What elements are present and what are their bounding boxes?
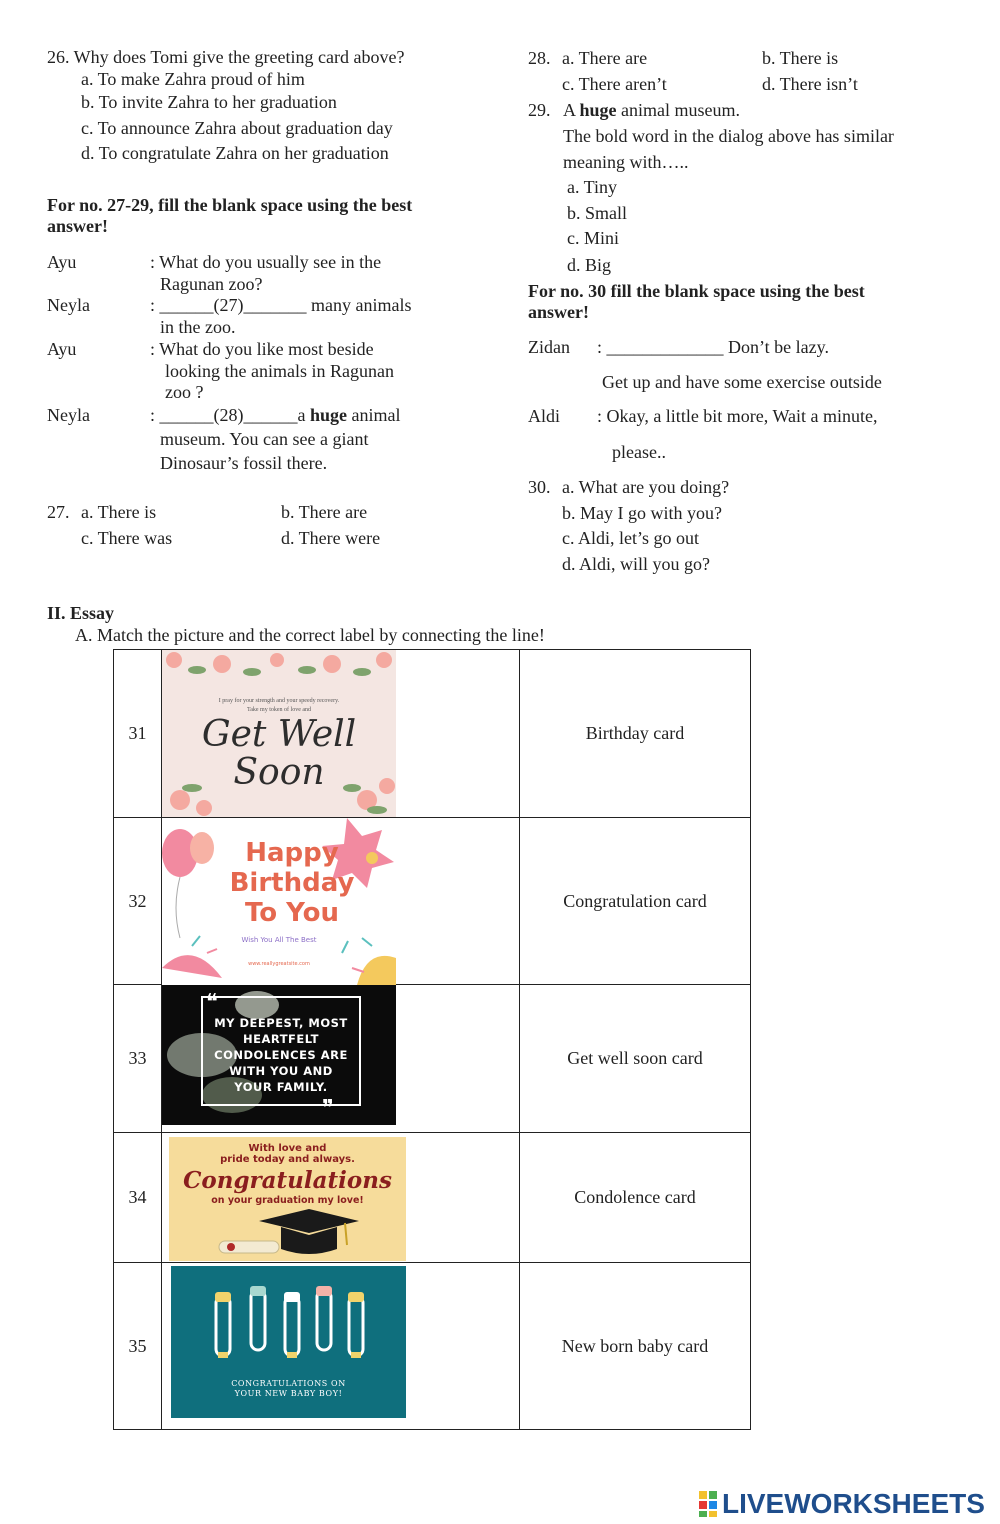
table-row	[114, 1263, 751, 1430]
q29-line: The bold word in the dialog above has similar	[563, 126, 894, 146]
picture-cell[interactable]	[162, 1133, 520, 1263]
get-well-soon-card-image	[162, 650, 396, 817]
dialog-line: Dinosaur’s fossil there.	[160, 453, 328, 473]
picture-cell[interactable]	[162, 985, 520, 1133]
card-message	[171, 1379, 406, 1399]
blank-27[interactable]: ______(27)_______	[159, 295, 307, 315]
dialog-line-blank-30: : _____________ Don’t be lazy.	[597, 337, 829, 357]
q29-text: A	[563, 100, 580, 120]
q26-option-d: d. To congratulate Zahra on her graduation	[81, 143, 389, 163]
birthday-card-image	[162, 818, 396, 985]
table-row	[114, 818, 751, 985]
card-title	[162, 716, 396, 792]
q29-text: animal museum.	[616, 100, 741, 120]
q26-option-b: b. To invite Zahra to her graduation	[81, 92, 337, 112]
dialog-speaker-neyla: Neyla	[47, 405, 90, 425]
q28-option-a[interactable]: a. There are	[562, 48, 648, 68]
card-text: HEARTFELT	[242, 1032, 320, 1046]
card-small-text	[162, 697, 396, 715]
card-text: WITH YOU AND	[229, 1064, 333, 1078]
liveworksheets-logo[interactable]	[698, 1488, 998, 1520]
q27-number: 27.	[47, 502, 70, 522]
dialog-line-blank-28	[150, 404, 401, 426]
dialog-speaker-zidan: Zidan	[528, 337, 570, 357]
svg-text:❝: ❝	[206, 990, 218, 1015]
picture-cell[interactable]	[162, 818, 520, 985]
table-row	[114, 985, 751, 1133]
dialog-line: please..	[612, 442, 666, 462]
q26-option-c: c. To announce Zahra about graduation day	[81, 118, 393, 138]
colon: :	[150, 295, 160, 315]
instruction-30-line2: answer!	[528, 302, 589, 322]
card-text: Happy	[245, 838, 339, 868]
logo-text: LIVEWORKSHEETS	[722, 1488, 985, 1519]
card-text: Soon	[233, 752, 325, 793]
matching-table	[113, 649, 751, 1430]
dialog-text: animal	[347, 405, 401, 425]
instruction-30-line1: For no. 30 fill the blank space using the best	[528, 281, 865, 301]
dialog-speaker-ayu: Ayu	[47, 339, 77, 359]
q27-option-d[interactable]: d. There were	[281, 528, 381, 548]
dialog-speaker-ayu: Ayu	[47, 252, 77, 272]
q27-option-b[interactable]: b. There are	[281, 502, 368, 522]
essay-heading: II. Essay	[47, 603, 115, 623]
card-text: To You	[244, 898, 339, 928]
dialog-speaker-neyla: Neyla	[47, 295, 90, 315]
card-text: YOUR NEW BABY BOY!	[234, 1389, 343, 1398]
card-url: www.reallygreatsite.com	[248, 961, 310, 967]
q28-option-d[interactable]: d. There isn’t	[762, 74, 858, 94]
dialog-line: : What do you like most beside	[150, 339, 374, 359]
q29-number: 29.	[528, 100, 551, 120]
card-text: pride today and always.	[220, 1154, 355, 1165]
row-number: 34	[114, 1133, 162, 1263]
picture-cell[interactable]	[162, 1263, 520, 1430]
q30-option-d[interactable]: d. Aldi, will you go?	[562, 554, 710, 574]
card-text: Take my token of love and	[246, 707, 312, 713]
card-text: Get Well	[201, 714, 357, 755]
label-condolence-card[interactable]: Condolence card	[520, 1133, 751, 1263]
new-baby-card-image	[171, 1266, 406, 1418]
essay-instruction: A. Match the picture and the correct label by connecting the line!	[75, 625, 545, 645]
q29-line: meaning with…..	[563, 152, 689, 172]
card-text: I pray for your strength and your speedy recovery.	[218, 698, 340, 704]
q30-option-a[interactable]: a. What are you doing?	[562, 477, 730, 497]
q30-number: 30.	[528, 477, 551, 497]
q29-option-c[interactable]: c. Mini	[567, 228, 619, 248]
graduation-card-image	[169, 1137, 406, 1261]
q28-option-b[interactable]: b. There is	[762, 48, 839, 68]
q26-option-a: a. To make Zahra proud of him	[81, 69, 305, 89]
q27-option-c[interactable]: c. There was	[81, 528, 173, 548]
q26-stem: 26. Why does Tomi give the greeting card above?	[47, 47, 405, 67]
card-subtitle: Wish You All The Best	[241, 936, 317, 944]
row-number: 32	[114, 818, 162, 985]
dialog-line-blank-27	[150, 294, 412, 316]
q28-number: 28.	[528, 48, 551, 68]
condolence-message	[202, 1015, 360, 1095]
q30-option-b[interactable]: b. May I go with you?	[562, 503, 722, 523]
dialog-line: Get up and have some exercise outside	[602, 372, 882, 392]
q30-option-c[interactable]: c. Aldi, let’s go out	[562, 528, 699, 548]
q29-bold-word: huge	[579, 100, 617, 120]
card-text: CONGRATULATIONS ON	[231, 1379, 346, 1388]
card-text: CONDOLENCES ARE	[214, 1048, 348, 1062]
q28-option-c[interactable]: c. There aren’t	[562, 74, 667, 94]
label-congratulation-card[interactable]: Congratulation card	[520, 818, 751, 985]
dialog-line: in the zoo.	[160, 317, 236, 337]
card-text: Birthday	[229, 868, 355, 898]
bold-word: huge	[310, 405, 348, 425]
picture-cell[interactable]	[162, 650, 520, 818]
dialog-line: museum. You can see a giant	[160, 429, 369, 449]
dialog-line: looking the animals in Ragunan	[165, 361, 394, 381]
blank-28[interactable]: ______(28)______	[159, 405, 298, 425]
q27-option-a[interactable]: a. There is	[81, 502, 157, 522]
dialog-line: Ragunan zoo?	[160, 274, 263, 294]
table-row	[114, 650, 751, 818]
dialog-text: many animals	[306, 295, 412, 315]
row-number: 31	[114, 650, 162, 818]
q29-option-b[interactable]: b. Small	[567, 203, 628, 223]
q29-option-d[interactable]: d. Big	[567, 255, 612, 275]
colon: :	[150, 405, 160, 425]
birthday-title	[212, 838, 372, 928]
table-row	[114, 1133, 751, 1263]
condolence-card-image	[162, 985, 396, 1125]
dialog-line: : Okay, a little bit more, Wait a minute,	[597, 406, 878, 426]
card-title: Congratulations	[183, 1167, 392, 1194]
card-text: With love and	[248, 1143, 327, 1154]
svg-text:❞: ❞	[322, 1096, 334, 1121]
dialog-text: a	[297, 405, 311, 425]
label-new-born-baby-card[interactable]: New born baby card	[520, 1263, 751, 1430]
card-subtitle: on your graduation my love!	[211, 1195, 364, 1206]
graduation-cap-icon	[169, 1137, 406, 1261]
card-text: YOUR FAMILY.	[234, 1080, 328, 1094]
row-number: 33	[114, 985, 162, 1133]
q29-option-a[interactable]: a. Tiny	[567, 177, 618, 197]
dialog-line: : What do you usually see in the	[150, 252, 382, 272]
label-get-well-soon-card[interactable]: Get well soon card	[520, 985, 751, 1133]
q29-stem	[563, 99, 740, 121]
card-text: MY DEEPEST, MOST	[214, 1016, 348, 1030]
dialog-speaker-aldi: Aldi	[528, 406, 561, 426]
dialog-line: zoo ?	[165, 382, 204, 402]
row-number: 35	[114, 1263, 162, 1430]
instruction-27-29-line1: For no. 27-29, fill the blank space using the best	[47, 195, 413, 215]
instruction-27-29-line2: answer!	[47, 216, 108, 236]
label-birthday-card[interactable]: Birthday card	[520, 650, 751, 818]
